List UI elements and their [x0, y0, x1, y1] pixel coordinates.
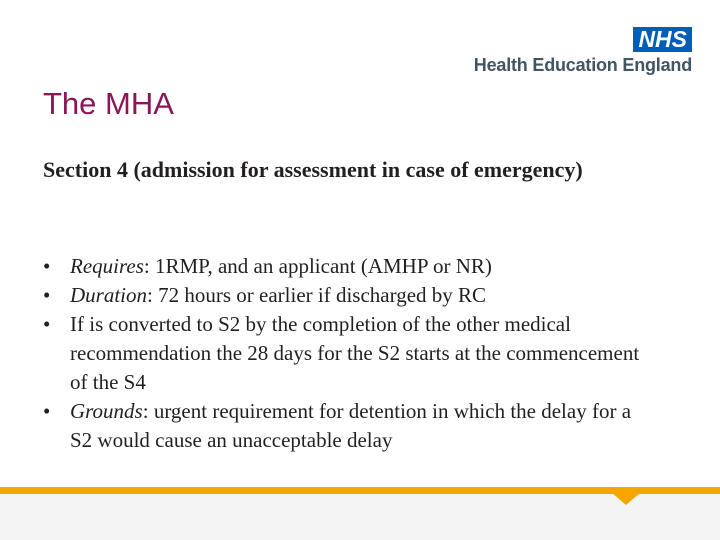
bullet-text: : 1RMP, and an applicant (AMHP or NR) — [143, 254, 492, 278]
nhs-logo-badge: NHS — [633, 27, 692, 52]
bullet-text: : urgent requirement for detention in which the delay for a S2 would cause an unacceptable delay — [70, 399, 632, 452]
bullet-duration — [43, 281, 653, 310]
bullet-dot: • — [43, 312, 51, 336]
bullet-text: If is converted to S2 by the completion of the other medical recommendation the 28 days for the S2 starts at the commencement of the S4 — [70, 312, 640, 394]
bullet-text: : 72 hours or earlier if discharged by RC — [147, 283, 487, 307]
bullet-dot: • — [43, 283, 51, 307]
bullet-term: Requires — [70, 254, 144, 278]
hee-logo — [474, 27, 692, 76]
slide-subtitle: Section 4 (admission for assessment in case of emergency) — [43, 157, 583, 182]
organization-name: Health Education England — [473, 55, 692, 75]
slide-title: The MHA — [43, 86, 174, 121]
bullet-requires — [43, 252, 653, 281]
footer-notch — [612, 493, 640, 505]
bullet-grounds — [43, 397, 653, 455]
bullet-list — [43, 252, 653, 455]
bullet-conversion — [43, 310, 653, 397]
bullet-term: Duration — [70, 283, 148, 307]
bullet-dot: • — [43, 399, 51, 423]
bullet-term: Grounds — [70, 399, 143, 423]
bullet-dot: • — [43, 254, 51, 278]
